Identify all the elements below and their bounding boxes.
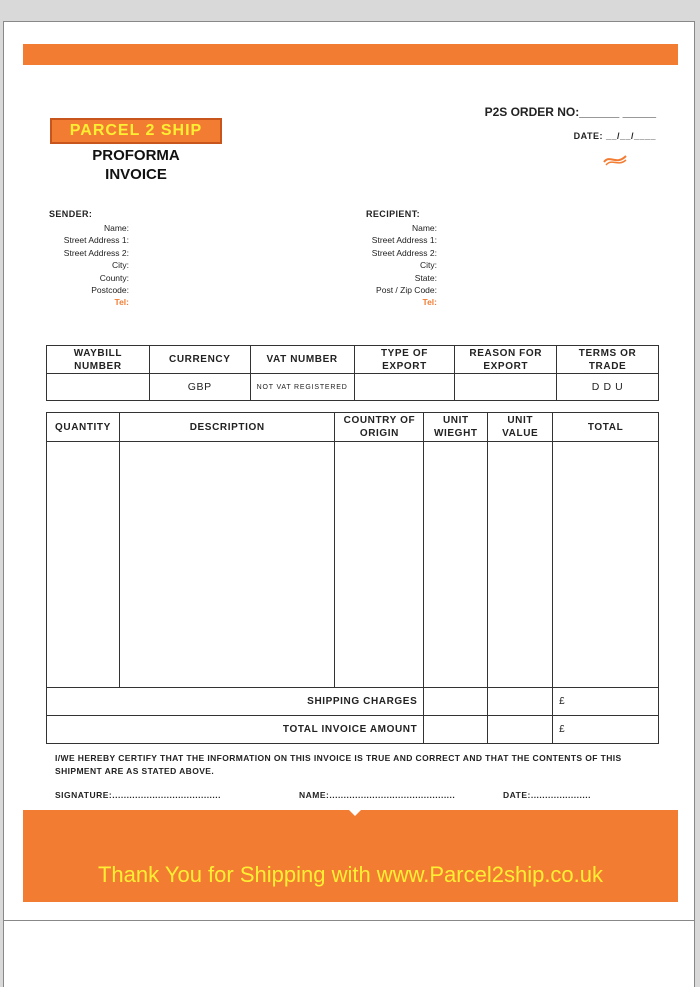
swoosh-icon	[602, 152, 628, 166]
footer-thank-you-text: Thank You for Shipping with www.Parcel2ship.co.uk	[97, 862, 604, 887]
logo-text: PARCEL 2 SHIP	[69, 122, 203, 139]
page-lower-margin	[3, 921, 695, 987]
order-number: P2S ORDER NO:______ _____	[484, 105, 656, 119]
value-type-of-export[interactable]	[354, 374, 455, 401]
sender-field-postcode: Postcode:	[91, 285, 129, 296]
items-table	[46, 412, 659, 744]
cell-quantity[interactable]	[47, 442, 120, 688]
invoice-date: DATE: __/__/____	[573, 131, 656, 141]
header-terms-of-trade: TERMS OR TRADE	[557, 346, 659, 374]
date-line[interactable]: DATE:.....................	[503, 790, 591, 800]
header-reason-for-export: REASON FOR EXPORT	[455, 346, 557, 374]
items-entry-row	[47, 442, 659, 688]
total-invoice-value-cell	[488, 716, 553, 744]
header-quantity: QUANTITY	[47, 413, 120, 442]
recipient-field-street2: Street Address 2:	[371, 247, 437, 258]
cell-country-of-origin[interactable]	[335, 442, 424, 688]
cell-total[interactable]	[553, 442, 659, 688]
total-invoice-row	[47, 716, 659, 744]
recipient-field-state: State:	[414, 272, 437, 283]
header-unit-value: UNIT VALUE	[488, 413, 553, 442]
header-description: DESCRIPTION	[119, 413, 335, 442]
document-title-line1: PROFORMA	[92, 147, 180, 164]
recipient-field-zip: Post / Zip Code:	[376, 285, 437, 296]
recipient-block	[366, 209, 437, 309]
total-invoice-amount[interactable]: £	[553, 716, 659, 744]
certification-statement: I/WE HEREBY CERTIFY THAT THE INFORMATION ON THIS INVOICE IS TRUE AND CORRECT AND THAT THE CONTENTS OF THIS SHIPMENT ARE AS STATED ABOVE.	[55, 753, 622, 776]
recipient-field-tel: Tel:	[422, 297, 437, 308]
value-currency[interactable]: GBP	[149, 374, 250, 401]
header-vat-number: VAT NUMBER	[250, 346, 354, 374]
sender-field-name: Name:	[103, 223, 129, 233]
header-waybill-number: WAYBILL NUMBER	[47, 346, 150, 374]
total-invoice-amount-label: TOTAL INVOICE AMOUNT	[47, 716, 424, 744]
header-unit-weight: UNIT WIEGHT	[424, 413, 488, 442]
cell-description[interactable]	[119, 442, 335, 688]
sender-field-city: City:	[112, 260, 129, 271]
header-currency: CURRENCY	[149, 346, 250, 374]
cell-unit-value[interactable]	[488, 442, 553, 688]
sender-block	[49, 209, 129, 309]
document-title	[60, 146, 212, 184]
header-type-of-export: TYPE OF EXPORT	[354, 346, 455, 374]
name-line[interactable]: NAME:............................................	[299, 790, 456, 800]
recipient-header: RECIPIENT:	[366, 209, 421, 219]
shipping-charges-amount[interactable]: £	[553, 688, 659, 716]
parcel2ship-logo	[50, 118, 222, 144]
sender-header: SENDER:	[49, 209, 93, 219]
shipping-charges-weight-cell	[424, 688, 488, 716]
footer-banner	[23, 810, 678, 902]
document-title-line2: INVOICE	[105, 166, 167, 183]
footer-notch	[349, 810, 361, 816]
total-invoice-weight-cell	[424, 716, 488, 744]
cell-unit-weight[interactable]	[424, 442, 488, 688]
shipping-charges-row	[47, 688, 659, 716]
shipping-charges-label: SHIPPING CHARGES	[47, 688, 424, 716]
sender-field-street2: Street Address 2:	[63, 247, 129, 258]
value-reason-for-export[interactable]	[455, 374, 557, 401]
value-waybill-number[interactable]	[47, 374, 150, 401]
value-terms-of-trade[interactable]: D D U	[557, 374, 659, 401]
header-total: TOTAL	[553, 413, 659, 442]
top-accent-bar	[23, 44, 678, 65]
sender-field-county: County:	[99, 272, 129, 283]
value-vat-number[interactable]: NOT VAT REGISTERED	[250, 374, 354, 401]
recipient-field-street1: Street Address 1:	[371, 235, 437, 246]
signature-line[interactable]: SIGNATURE:......................................	[55, 790, 221, 800]
sender-field-street1: Street Address 1:	[63, 235, 129, 246]
sender-field-tel: Tel:	[114, 297, 129, 308]
recipient-field-name: Name:	[411, 223, 437, 233]
shipping-charges-value-cell	[488, 688, 553, 716]
shipment-details-table	[46, 345, 659, 401]
recipient-field-city: City:	[420, 260, 437, 271]
header-country-of-origin: COUNTRY OF ORIGIN	[335, 413, 424, 442]
